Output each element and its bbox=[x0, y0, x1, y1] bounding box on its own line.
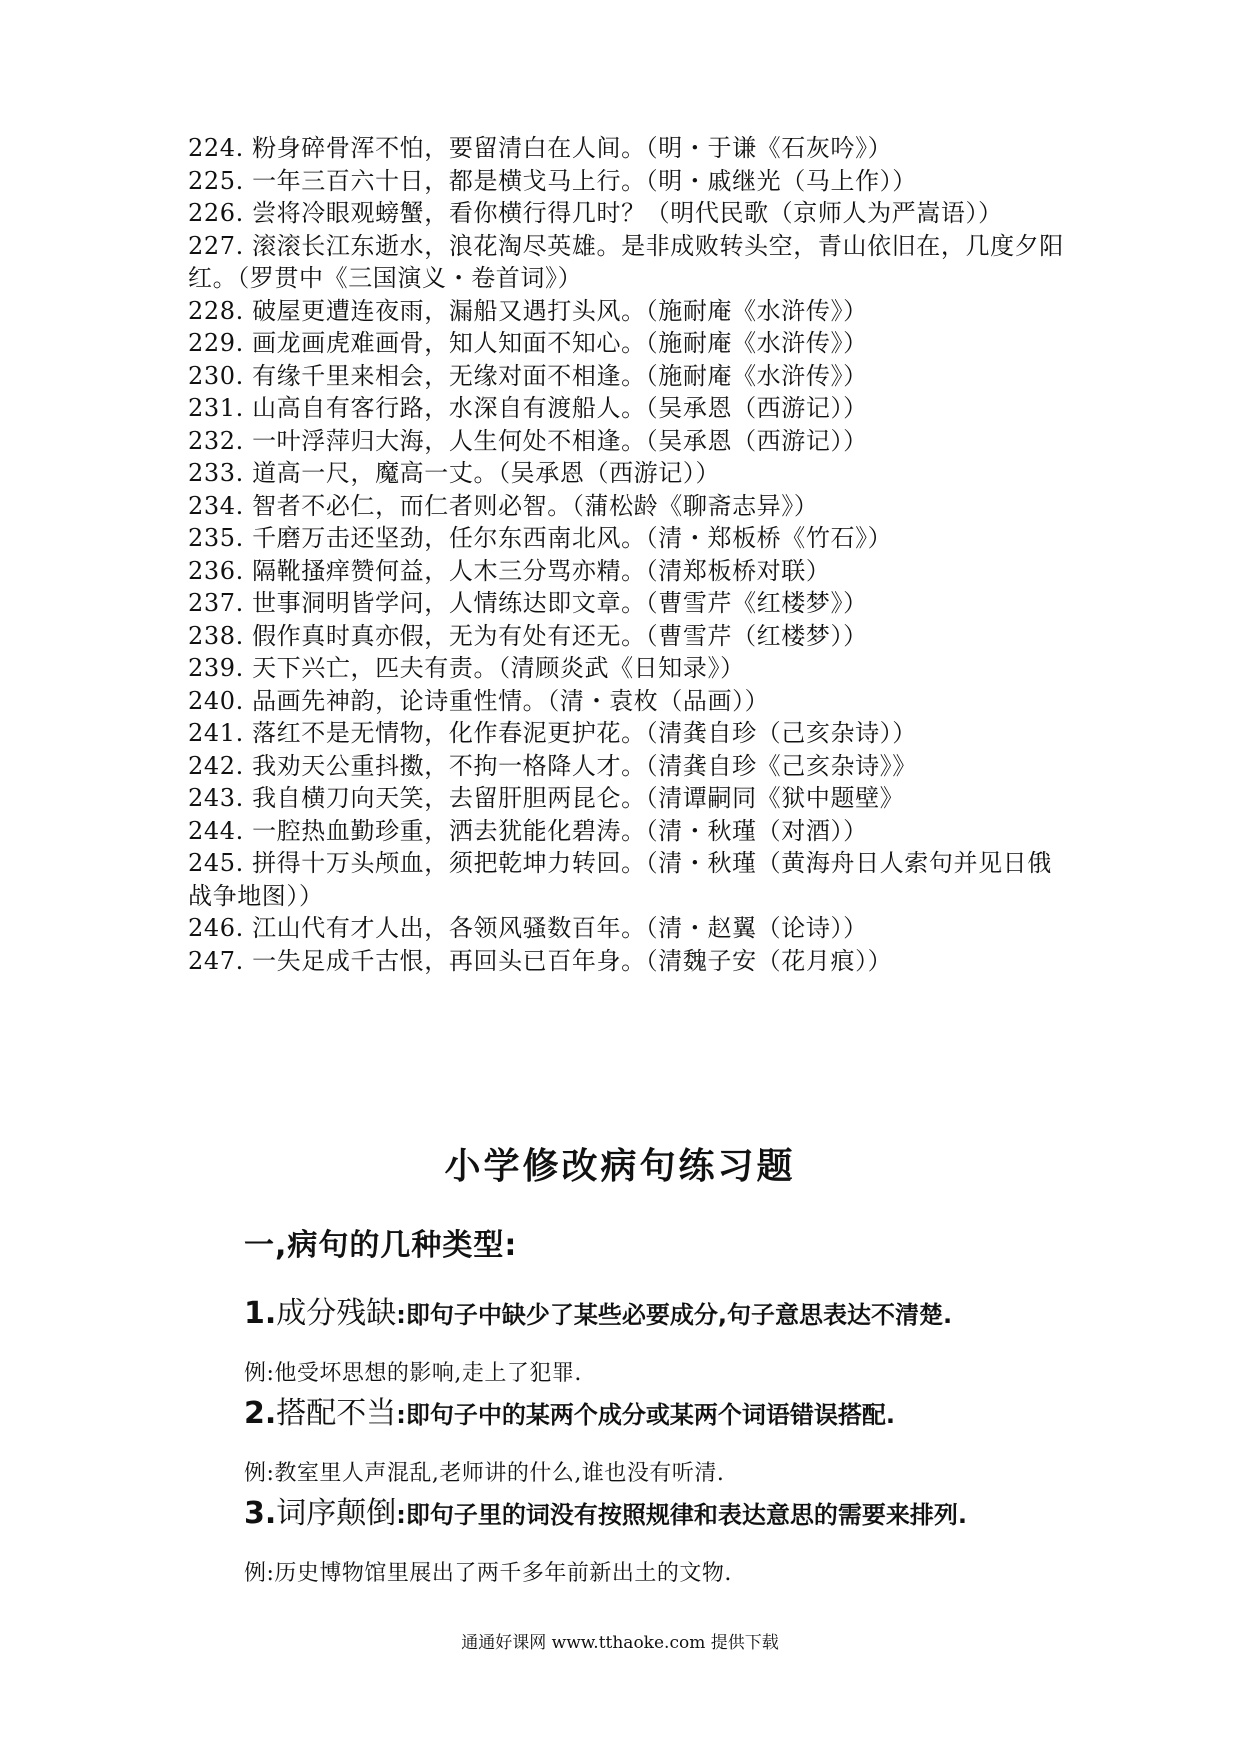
type-example: 例:教室里人声混乱,老师讲的什么,谁也没有听清. bbox=[244, 1461, 725, 1486]
quote-item bbox=[188, 555, 1068, 588]
type-number: 3. bbox=[244, 1496, 277, 1531]
quote-item bbox=[188, 197, 1068, 230]
quote-number: 241. bbox=[188, 719, 244, 747]
quote-number: 235. bbox=[188, 524, 244, 552]
quote-number: 238. bbox=[188, 621, 244, 650]
quote-number: 227. bbox=[188, 231, 244, 260]
quote-text: 千磨万击还坚劲，任尔东西南北风。（清・郑板桥《竹石》） bbox=[252, 524, 893, 552]
type-name: 词序颠倒 bbox=[276, 1496, 397, 1531]
quote-item bbox=[188, 945, 1068, 978]
quote-item bbox=[188, 165, 1068, 198]
quote-text: 隔靴搔痒赞何益，人木三分骂亦精。（清郑板桥对联） bbox=[252, 556, 831, 585]
quote-item bbox=[188, 295, 1068, 328]
quote-number: 234. bbox=[188, 491, 244, 520]
quote-number: 239. bbox=[188, 654, 244, 682]
quote-text: 江山代有才人出，各领风骚数百年。（清・赵翼（论诗）） bbox=[252, 914, 868, 942]
quote-text: 道高一尺，魔高一丈。（吴承恩（西游记）） bbox=[252, 459, 721, 487]
error-type-3 bbox=[244, 1494, 1104, 1591]
quote-number: 232. bbox=[188, 426, 244, 455]
quote-text: 破屋更遭连夜雨，漏船又遇打头风。（施耐庵《水浒传》） bbox=[252, 296, 868, 325]
quote-number: 245. bbox=[188, 849, 244, 877]
type-description: :即句子中的某两个成分或某两个词语错误搭配. bbox=[396, 1401, 895, 1429]
type-heading bbox=[244, 1494, 1104, 1535]
type-example: 例:他受坏思想的影响,走上了犯罪. bbox=[244, 1361, 582, 1386]
type-description: :即句子中缺少了某些必要成分,句子意思表达不清楚. bbox=[396, 1301, 953, 1329]
type-heading bbox=[244, 1394, 1104, 1435]
quote-number: 240. bbox=[188, 686, 244, 715]
error-type-1 bbox=[244, 1294, 1104, 1391]
quote-number: 229. bbox=[188, 329, 244, 357]
quote-text: 一年三百六十日，都是横戈马上行。（明・戚继光（马上作）） bbox=[252, 166, 917, 195]
type-number: 1. bbox=[244, 1296, 277, 1331]
type-name: 成分残缺 bbox=[276, 1296, 397, 1331]
quote-item bbox=[188, 782, 1068, 815]
quote-number: 233. bbox=[188, 459, 244, 487]
page-footer: 通通好课网 www.tthaoke.com 提供下载 bbox=[461, 1633, 779, 1653]
quote-number: 228. bbox=[188, 296, 244, 325]
quote-item bbox=[188, 490, 1068, 523]
quote-text: 一腔热血勤珍重，洒去犹能化碧涛。（清・秋瑾（对酒）） bbox=[252, 816, 868, 845]
quote-number: 226. bbox=[188, 199, 244, 227]
quote-item bbox=[188, 457, 1068, 490]
quote-text: 粉身碎骨浑不怕，要留清白在人间。（明・于谦《石灰吟》） bbox=[252, 134, 893, 162]
quote-number: 236. bbox=[188, 556, 244, 585]
quote-item bbox=[188, 587, 1068, 620]
type-example: 例:历史博物馆里展出了两千多年前新出土的文物. bbox=[244, 1561, 732, 1586]
quote-item bbox=[188, 132, 1068, 165]
quote-text: 智者不必仁，而仁者则必智。（蒲松龄《聊斋志异》） bbox=[252, 491, 819, 520]
quote-text: 世事洞明皆学问，人情练达即文章。（曹雪芹《红楼梦》） bbox=[252, 589, 868, 617]
quote-text: 落红不是无情物，化作春泥更护花。（清龚自珍（己亥杂诗）） bbox=[252, 719, 917, 747]
quote-item bbox=[188, 685, 1068, 718]
quote-item bbox=[188, 717, 1068, 750]
quote-list bbox=[188, 132, 1068, 977]
type-heading bbox=[244, 1294, 1104, 1335]
quote-item bbox=[188, 620, 1068, 653]
quote-text: 拼得十万头颅血，须把乾坤力转回。（清・秋瑾（黄海舟日人索句并见日俄战争地图）） bbox=[188, 849, 1052, 910]
quote-text: 有缘千里来相会，无缘对面不相逢。（施耐庵《水浒传》） bbox=[252, 361, 868, 390]
quote-number: 247. bbox=[188, 946, 244, 975]
quote-number: 224. bbox=[188, 134, 244, 162]
quote-text: 尝将冷眼观螃蟹，看你横行得几时？（明代民歌（京师人为严嵩语）） bbox=[252, 199, 1003, 227]
quote-number: 244. bbox=[188, 816, 244, 845]
quote-text: 山高自有客行路，水深自有渡船人。（吴承恩（西游记）） bbox=[252, 394, 868, 422]
section-subtitle: 一,病句的几种类型: bbox=[244, 1228, 518, 1263]
quote-text: 滚滚长江东逝水，浪花淘尽英雄。是非成败转头空，青山依旧在，几度夕阳红。（罗贯中《三国演义・卷首词》） bbox=[188, 231, 1064, 292]
quote-text: 我劝天公重抖擞，不拘一格降人才。（清龚自珍《己亥杂诗》》 bbox=[252, 751, 917, 780]
quote-item bbox=[188, 360, 1068, 393]
quote-number: 242. bbox=[188, 751, 244, 780]
quote-number: 243. bbox=[188, 784, 244, 812]
quote-number: 237. bbox=[188, 589, 244, 617]
quote-text: 品画先神韵，论诗重性情。（清・袁枚（品画）） bbox=[252, 686, 770, 715]
quote-item bbox=[188, 750, 1068, 783]
quote-number: 230. bbox=[188, 361, 244, 390]
quote-item bbox=[188, 652, 1068, 685]
quote-text: 画龙画虎难画骨，知人知面不知心。（施耐庵《水浒传》） bbox=[252, 329, 868, 357]
quote-text: 一失足成千古恨，再回头已百年身。（清魏子安（花月痕）） bbox=[252, 946, 893, 975]
quote-item bbox=[188, 522, 1068, 555]
quote-number: 246. bbox=[188, 914, 244, 942]
quote-item bbox=[188, 327, 1068, 360]
quote-number: 231. bbox=[188, 394, 244, 422]
quote-text: 假作真时真亦假，无为有处有还无。（曹雪芹（红楼梦）） bbox=[252, 621, 868, 650]
quote-item bbox=[188, 392, 1068, 425]
quote-text: 一叶浮萍归大海，人生何处不相逢。（吴承恩（西游记）） bbox=[252, 426, 868, 455]
type-name: 搭配不当 bbox=[276, 1396, 397, 1431]
quote-number: 225. bbox=[188, 166, 244, 195]
quote-item bbox=[188, 230, 1068, 295]
section-title: 小学修改病句练习题 bbox=[444, 1145, 796, 1187]
quote-text: 我自横刀向天笑，去留肝胆两昆仑。（清谭嗣同《狱中题壁》 bbox=[252, 784, 905, 812]
quote-item bbox=[188, 425, 1068, 458]
quote-text: 天下兴亡，匹夫有责。（清顾炎武《日知录》） bbox=[252, 654, 745, 682]
quote-item bbox=[188, 847, 1068, 912]
quote-item bbox=[188, 912, 1068, 945]
type-description: :即句子里的词没有按照规律和表达意思的需要来排列. bbox=[396, 1501, 967, 1529]
type-number: 2. bbox=[244, 1396, 277, 1431]
quote-item bbox=[188, 815, 1068, 848]
error-type-2 bbox=[244, 1394, 1104, 1491]
